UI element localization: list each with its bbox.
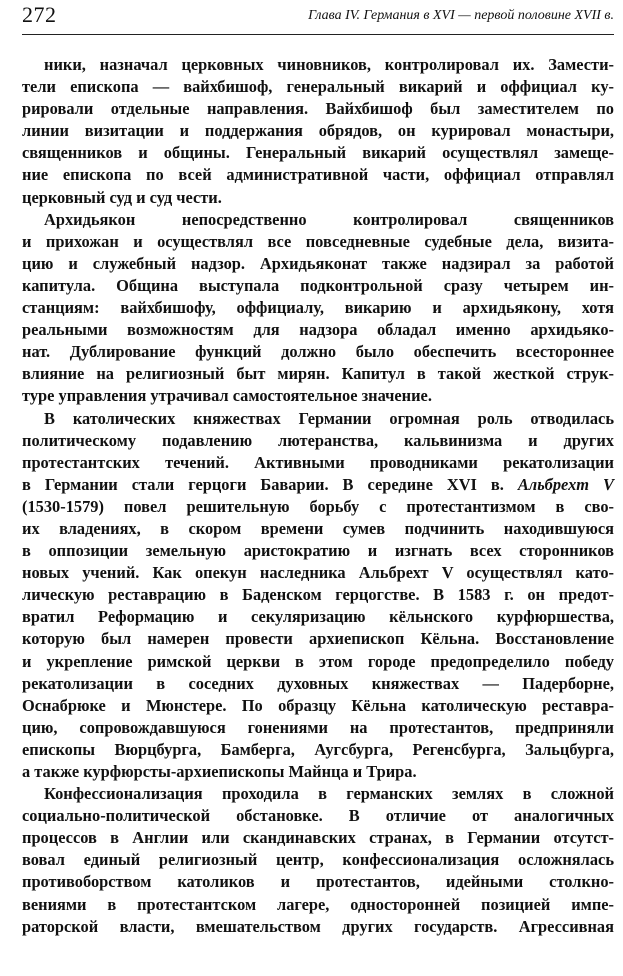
text-line: ники, назначал церковных чиновников, контролировал их. Замести-: [44, 55, 614, 74]
text-line: туре управления утрачивал самостоятельное значение.: [22, 386, 432, 406]
text-line: лическую реставрацию в Баденском герцогстве. В 1583 г. он предот-: [22, 585, 614, 605]
text-line: социально-политической обстановке. В отличие от аналогичных: [22, 806, 614, 826]
text-line: В католических княжествах Германии огромная роль отводилась: [44, 408, 614, 428]
text-line: политическому подавлению лютеранства, кальвинизма и других: [22, 430, 614, 450]
text-line: Оснабрюке и Мюнстере. По образцу Кёльна католическую реставра-: [22, 695, 614, 715]
text-line: рекатолизации в соседних духовных княжествах — Падерборне,: [22, 673, 614, 693]
text-line: линии визитации и поддержания обрядов, он курировал монастыри,: [22, 121, 614, 141]
text-line: капитула. Община выступала подконтрольной сразу четырем ин-: [22, 275, 614, 295]
text-line: которую был намерен провести архиепископ Кёльна. Восстановление: [22, 629, 614, 649]
text-line: новых учений. Как опекун наследника Альбрехт V осуществлял като-: [22, 563, 614, 583]
running-title: Глава IV. Германия в XVI — первой половине XVII в.: [308, 8, 614, 23]
person-name: Альбрехт V: [517, 474, 614, 494]
text-line: влияние на религиозный быт мирян. Капитул в такой жесткой струк-: [22, 364, 614, 384]
paragraph-3: [22, 408, 614, 784]
text-line: вратил Реформацию и секуляризацию кёльнского курфюршества,: [22, 607, 614, 627]
paragraph-4: [22, 783, 614, 938]
text-line: рировали отдельные направления. Вайхбишоф был заместителем по: [22, 99, 614, 119]
text-line: тели епископа — вайхбишоф, генеральный викарий и оффициал ку-: [22, 77, 614, 97]
text-line: Конфессионализация проходила в германских землях в сложной: [44, 784, 614, 804]
text-line: ние епископа по всей административной части, оффициал отправлял: [22, 165, 614, 185]
text-line: и прихожан и осуществлял все повседневные судебные дела, визита-: [22, 231, 614, 251]
text-line: цию, сопровождавшуюся гонениями на протестантов, предприняли: [22, 717, 614, 737]
text-line: и укрепление римской церкви в этом городе предопределило победу: [22, 651, 614, 671]
text-line: станциям: вайхбишофу, оффициалу, викарию и архидьякону, хотя: [22, 298, 614, 318]
paragraph-1: [22, 54, 614, 209]
text-line: цию и служебный надзор. Архидьяконат также надзирал за работой: [22, 253, 614, 273]
text-line: (1530-1579) повел решительную борьбу с протестантизмом в сво-: [22, 496, 614, 516]
text-line: вовал единый религиозный центр, конфессионализация осложнялась: [22, 850, 614, 870]
text-line: священников и общины. Генеральный викарий осуществлял замеще-: [22, 143, 614, 163]
text-line: процессов в Англии или скандинавских странах, в Германии отсутст-: [22, 828, 614, 848]
text-line: противоборством католиков и протестантов, идейными столкно-: [22, 872, 614, 892]
text-line: нат. Дублирование функций должно было обеспечить всестороннее: [22, 342, 614, 362]
text-line: [22, 474, 614, 496]
text-line: реальными возможностям для надзора обладал именно архидьяко-: [22, 320, 614, 340]
body-text: [22, 54, 614, 938]
page-header: [22, 0, 614, 35]
text-line: в оппозиции земельную аристократию и изгнать всех сторонников: [22, 541, 614, 561]
text-line: Архидьякон непосредственно контролировал священников: [44, 209, 614, 229]
text-line: епископы Вюрцбурга, Бамберга, Аугсбурга, Регенсбурга, Зальцбурга,: [22, 739, 614, 759]
paragraph-2: [22, 209, 614, 408]
text-line-prefix: в Германии стали герцоги Баварии. В середине XVI в.: [22, 474, 518, 494]
text-line: раторской власти, вмешательством других государств. Агрессивная: [22, 916, 614, 936]
text-line: их владениях, в скором времени сумев подчинить находившуюся: [22, 518, 614, 538]
text-line: вениями в протестантском лагере, односторонней позицией импе-: [22, 894, 614, 914]
text-line: а также курфюрсты-архиепископы Майнца и Трира.: [22, 762, 417, 781]
text-line: протестантских течений. Активными проводниками рекатолизации: [22, 452, 614, 472]
text-line: церковный суд и суд чести.: [22, 187, 222, 207]
page-number: 272: [22, 2, 57, 27]
